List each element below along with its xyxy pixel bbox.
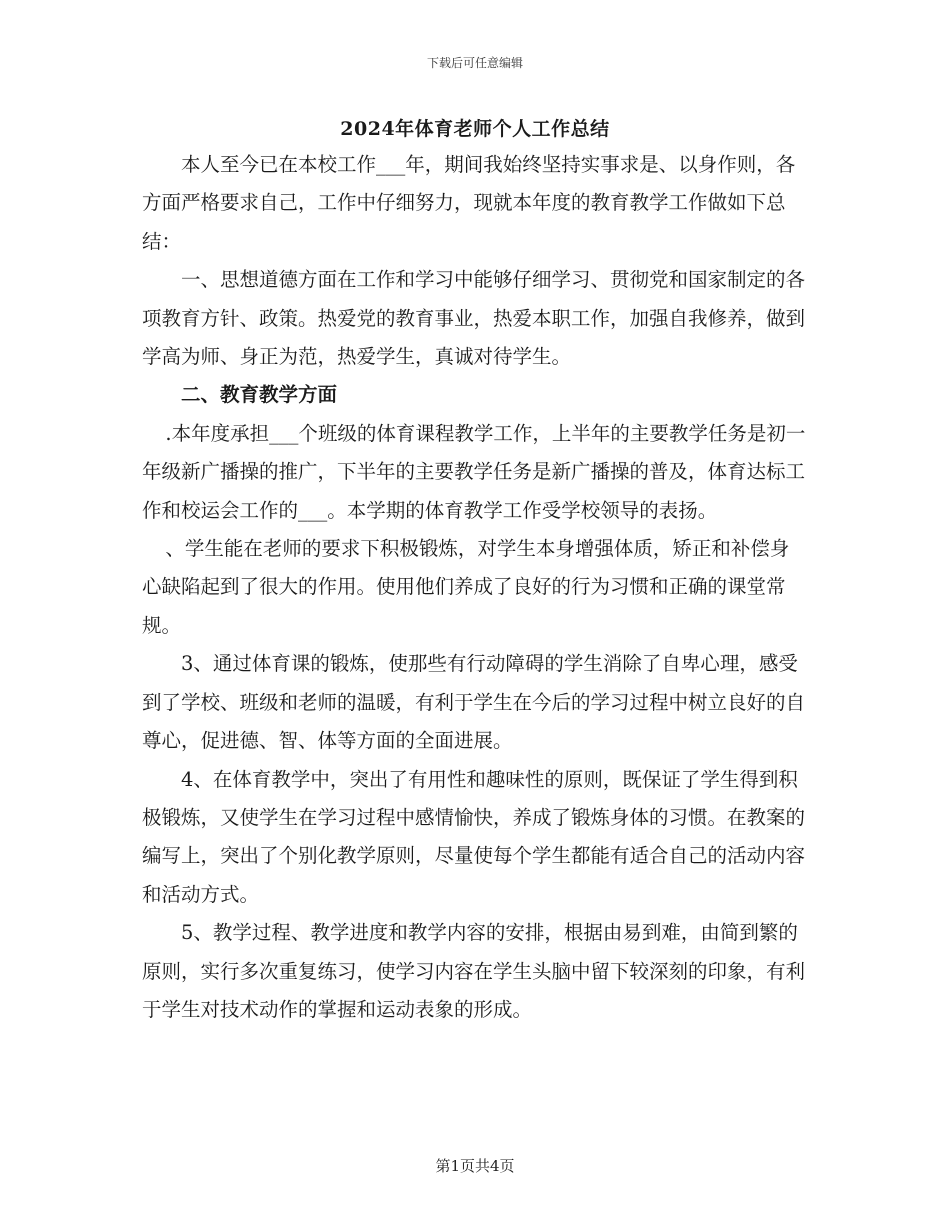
page-footer: 第1页共4页: [435, 1157, 515, 1175]
section-2-item-5: 5、教学过程、教学进度和教学内容的安排，根据由易到难，由简到繁的原则，实行多次重复练习，使学习内容在学生头脑中留下较深刻的印象，有利于学生对技术动作的掌握和运动表象的形成。: [142, 921, 806, 1021]
section-2-item-2: 、学生能在老师的要求下积极锻炼，对学生本身增强体质，矫正和补偿身心缺陷起到了很大的作用。使用他们养成了良好的行为习惯和正确的课堂常规。: [142, 537, 790, 637]
document-body: [142, 146, 808, 1029]
intro-paragraph: 本人至今已在本校工作___年，期间我始终坚持实事求是、以身作则，各方面严格要求自己，工作中仔细努力，现就本年度的教育教学工作做如下总结：: [142, 153, 796, 253]
section-1-paragraph: 一、思想道德方面在工作和学习中能够仔细学习、贯彻党和国家制定的各项教育方针、政策。热爱党的教育事业，热爱本职工作，加强自我修养，做到学高为师、身正为范，热爱学生，真诚对待学生。: [142, 268, 806, 369]
header-note: 下载后可任意编辑: [426, 56, 523, 70]
section-2-item-1: .本年度承担___个班级的体育课程教学工作，上半年的主要教学任务是初一年级新广播操的推广，下半年的主要教学任务是新广播操的普及，体育达标工作和校运会工作的___。本学期的体育教学工作受学校领导的表扬。: [142, 421, 806, 522]
section-2-heading: 二、教育教学方面: [181, 383, 338, 407]
section-2-item-3: 3、通过体育课的锻炼，使那些有行动障碍的学生消除了自卑心理，感受到了学校、班级和老师的温暖，有利于学生在今后的学习过程中树立良好的自尊心，促进德、智、体等方面的全面进展。: [142, 652, 806, 753]
document-title: 2024年体育老师个人工作总结: [340, 118, 610, 140]
section-2-item-4: 4、在体育教学中，突出了有用性和趣味性的原则，既保证了学生得到积极锻炼，又使学生在学习过程中感情愉快，养成了锻炼身体的习惯。在教案的编写上，突出了个别化教学原则，尽量使每个学生都能有适合自己的活动内容和活动方式。: [142, 767, 806, 906]
